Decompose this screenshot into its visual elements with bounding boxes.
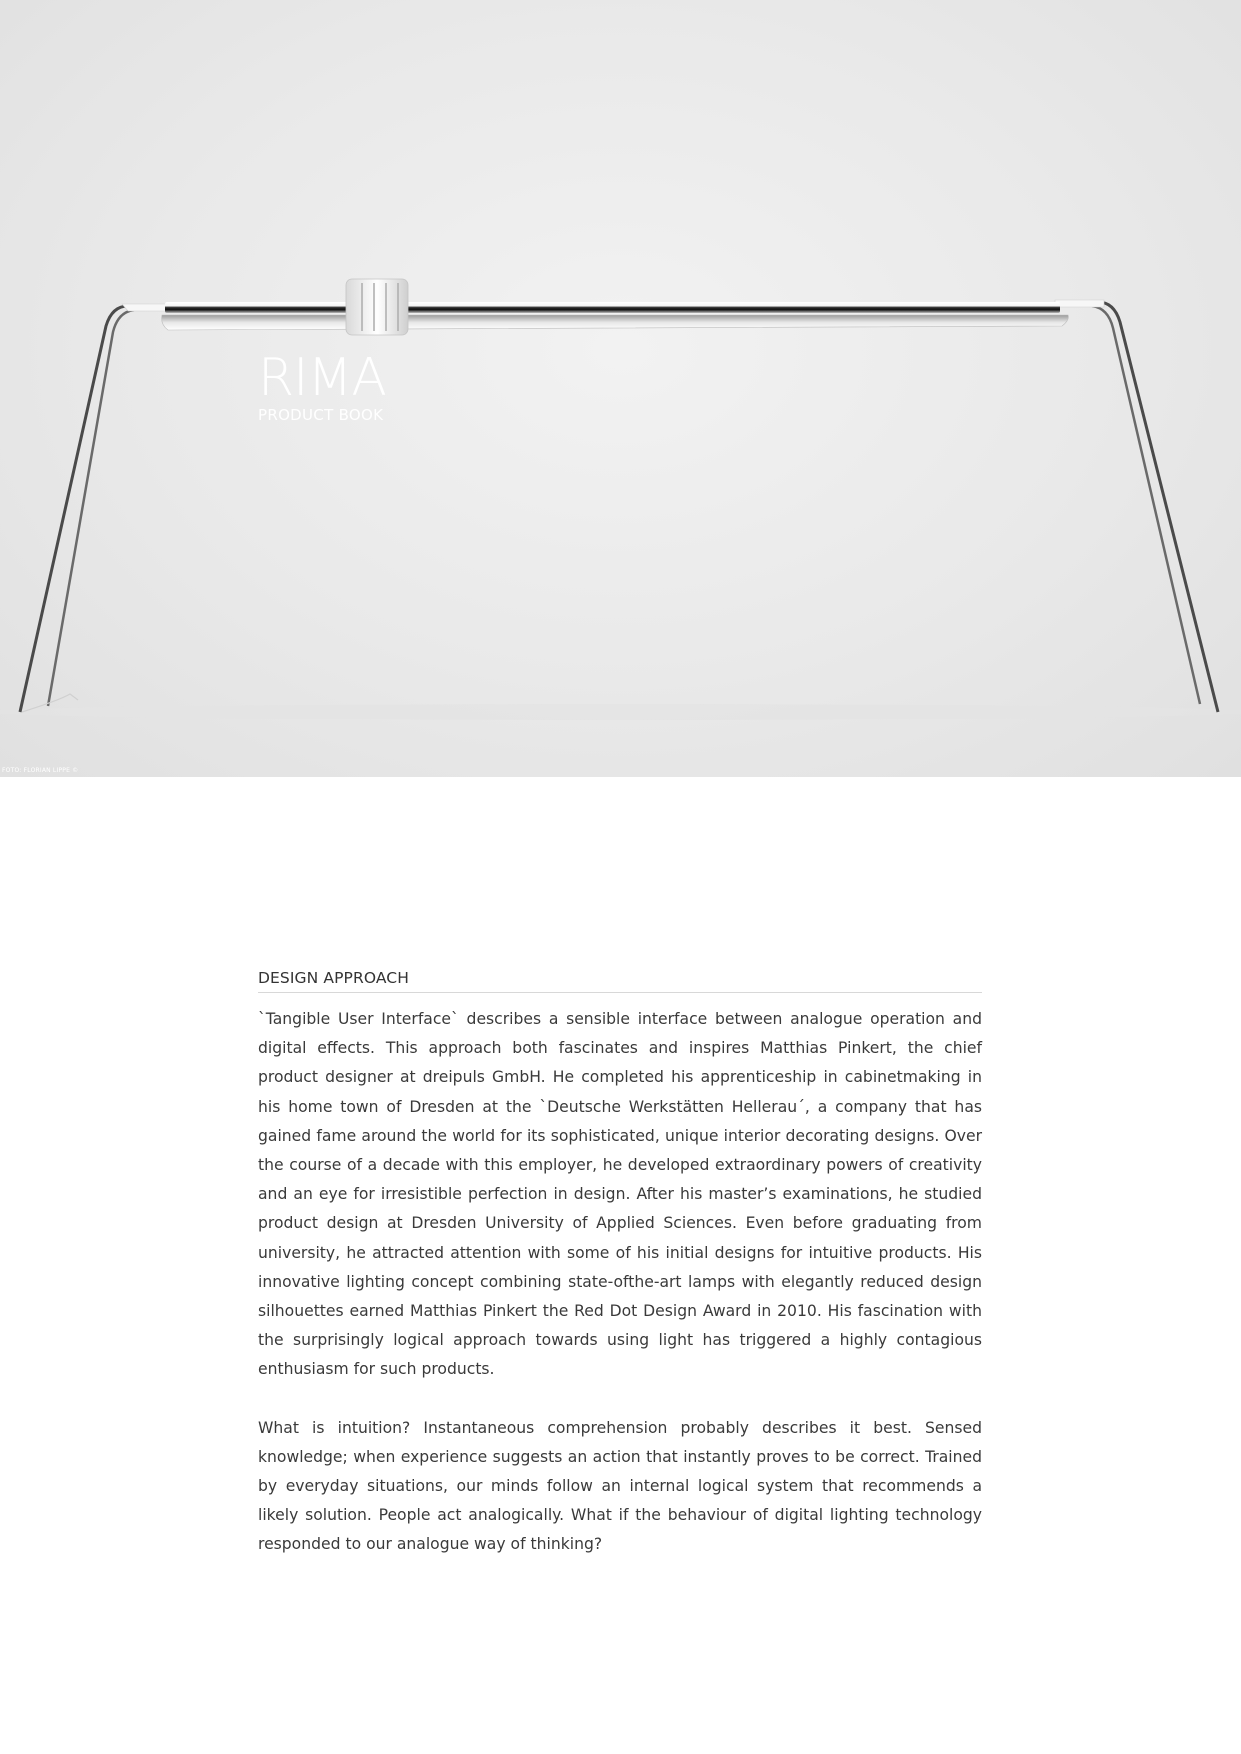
design-approach-section	[258, 969, 982, 1560]
dimmer-rings	[346, 279, 408, 335]
floor-shadow	[0, 704, 1241, 720]
diffuser	[162, 315, 1069, 330]
hero-photo	[0, 0, 1241, 777]
light-bar	[165, 302, 1060, 313]
cover-title: RIMA	[258, 348, 386, 408]
photo-credit: FOTO: FLORIAN LIPPE ©	[2, 767, 79, 774]
paragraph-2: What is intuition? Instantaneous comprehension probably describes it best. Sensed knowledge; when experience suggests an action that instantly proves to be correct. Trained by everyday situations, our minds follow an internal logical system that recommends a likely solution. People act analogically. What if the behaviour of digital lighting technology responded to our analogue way of thinking?	[258, 1418, 982, 1554]
left-joint	[122, 304, 170, 311]
cover-title-block	[258, 348, 386, 424]
left-leg-front	[48, 310, 134, 706]
cover-subtitle: PRODUCT BOOK	[258, 406, 384, 424]
left-leg-back	[20, 306, 128, 712]
right-joint	[1055, 300, 1104, 307]
right-leg-front	[1092, 306, 1200, 704]
paragraph-1: `Tangible User Interface` describes a sensible interface between analogue operation and digital effects. This approach both fascinates and inspires Matthias Pinkert, the chief product designer at dreipuls GmbH. He completed his apprenticeship in cabinetmaking in his home town of Dresden at the `Deutsche Werkstätten Hellerau´, a company that has gained fame around the world for its sophisticated, unique interior decorating designs. Over the course of a decade with this employer, he developed extraordinary powers of creativity and an eye for irresistible perfection in design. After his master’s examinations, he studied product design at Dresden University of Applied Sciences. Even before graduating from university, he attracted attention with some of his initial designs for intuitive products. His innovative lighting concept combining state-ofthe-art lamps with elegantly reduced design silhouettes earned Matthias Pinkert the Red Dot Design Award in 2010. His fascination with the surprisingly logical approach towards using light has triggered a highly contagious enthusiasm for such products.	[258, 1010, 982, 1379]
section-heading: DESIGN APPROACH	[258, 969, 982, 993]
right-leg-back	[1098, 302, 1218, 712]
rima-lamp-illustration	[0, 0, 1241, 777]
